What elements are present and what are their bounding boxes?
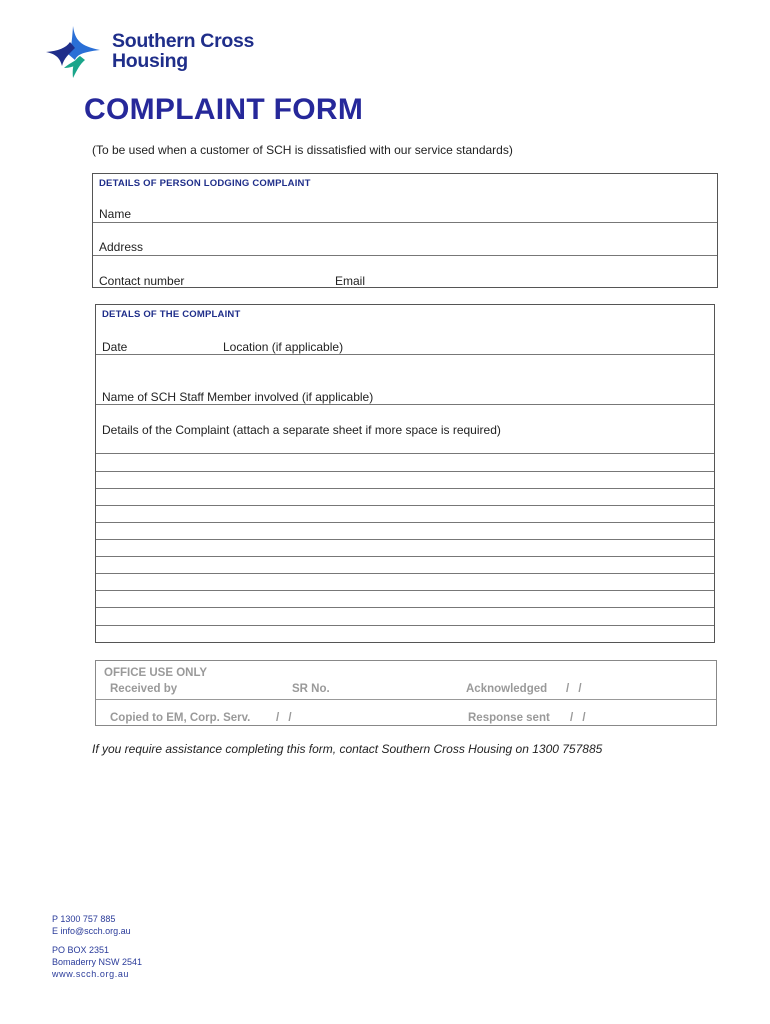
page-title: COMPLAINT FORM	[84, 93, 364, 126]
details-line[interactable]	[96, 453, 714, 454]
details-line[interactable]	[96, 522, 714, 523]
footer-website[interactable]: www.scch.org.au	[52, 969, 130, 979]
office-use-heading: OFFICE USE ONLY	[104, 667, 208, 679]
email-field[interactable]: Email	[335, 274, 366, 288]
details-line[interactable]	[96, 539, 714, 540]
footer-po-box: PO BOX 2351	[52, 945, 110, 955]
complaint-section	[95, 304, 715, 643]
footer-suburb: Bomaderry NSW 2541	[52, 957, 143, 967]
details-line[interactable]	[96, 488, 714, 489]
star-logo-icon	[44, 24, 102, 80]
assistance-note: If you require assistance completing this form, contact Southern Cross Housing on 1300 757885	[92, 742, 603, 756]
brand-logo	[44, 24, 284, 80]
details-line[interactable]	[96, 590, 714, 591]
divider	[93, 255, 717, 256]
complaint-details-label: Details of the Complaint (attach a separate sheet if more space is required)	[102, 423, 501, 437]
details-line[interactable]	[96, 625, 714, 626]
location-field[interactable]: Location (if applicable)	[223, 340, 344, 354]
copied-to-field[interactable]: Copied to EM, Corp. Serv.	[110, 712, 251, 724]
footer-phone: P 1300 757 885	[52, 914, 116, 924]
page-subtitle: (To be used when a customer of SCH is dissatisfied with our service standards)	[92, 143, 513, 157]
name-field[interactable]: Name	[99, 207, 132, 221]
date-field[interactable]: Date	[102, 340, 128, 354]
office-use-section	[95, 660, 717, 726]
footer-address	[52, 944, 142, 980]
contact-number-field[interactable]: Contact number	[99, 274, 185, 288]
details-line[interactable]	[96, 471, 714, 472]
complaint-section-heading: DETALS OF THE COMPLAINT	[102, 309, 241, 320]
details-line[interactable]	[96, 607, 714, 608]
divider	[96, 354, 714, 355]
divider	[93, 222, 717, 223]
details-line[interactable]	[96, 505, 714, 506]
acknowledged-date[interactable]: / /	[566, 683, 582, 695]
footer-email[interactable]: E info@scch.org.au	[52, 926, 131, 936]
brand-name	[112, 31, 254, 71]
copied-date[interactable]: / /	[276, 712, 292, 724]
staff-member-field[interactable]: Name of SCH Staff Member involved (if applicable)	[102, 390, 374, 404]
details-line[interactable]	[96, 556, 714, 557]
person-section-heading: DETAILS OF PERSON LODGING COMPLAINT	[99, 178, 311, 189]
response-sent-field[interactable]: Response sent	[468, 712, 550, 724]
footer-contact	[52, 913, 131, 937]
brand-line-2: Housing	[112, 50, 188, 72]
received-by-field[interactable]: Received by	[110, 683, 178, 695]
details-line[interactable]	[96, 573, 714, 574]
address-field[interactable]: Address	[99, 240, 144, 254]
acknowledged-field[interactable]: Acknowledged	[466, 683, 548, 695]
response-date[interactable]: / /	[570, 712, 586, 724]
brand-line-1: Southern Cross	[112, 30, 255, 52]
sr-number-field[interactable]: SR No.	[292, 683, 330, 695]
divider	[96, 404, 714, 405]
person-section	[92, 173, 718, 288]
divider	[96, 699, 716, 700]
